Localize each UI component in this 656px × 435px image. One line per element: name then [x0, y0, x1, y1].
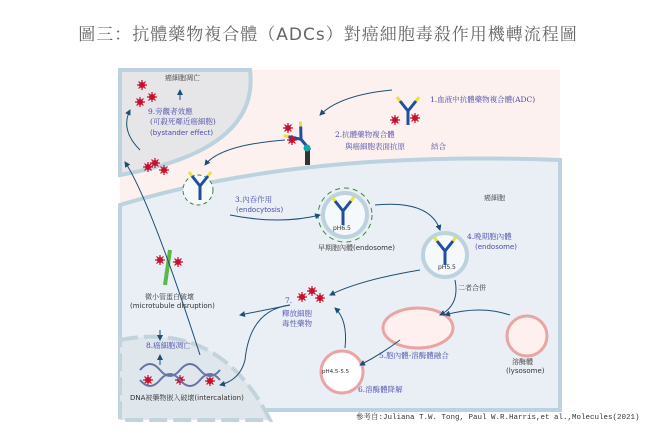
step5-label: 5.胞內體-溶酶體融合 [379, 351, 449, 360]
step7-label-b: 釋放細胞 [282, 309, 312, 318]
step3-label: 3.內吞作用 [235, 195, 273, 204]
figure-title: 圖三：抗體藥物複合體（ADCs）對癌細胞毒殺作用機轉流程圖 [78, 25, 578, 45]
dna-label: DNA被藥物嵌入破壞(intercalation) [130, 394, 244, 402]
step2-label-b: 與癌細胞表面抗原 [345, 142, 405, 151]
ph45-label: pH4.5-5.5 [322, 369, 350, 375]
ph55-label: pH5.5 [438, 264, 456, 271]
step7-label: 7. [285, 296, 293, 305]
step9-label: 9.旁觀者效應 [148, 107, 193, 116]
step8-label: 8.癌細胞凋亡 [146, 341, 191, 350]
step9-label-b: (可殺死鄰近癌細胞) [150, 117, 216, 126]
step9-label-en: (bystander effect) [150, 129, 214, 137]
microtubule-label-en: (microtubule disruption) [130, 302, 215, 310]
merge-label: 二者合併 [458, 284, 486, 292]
step4-label: 4.晚期胞內體 [467, 232, 512, 241]
reference-citation: 參考自:Juliana T.W. Tong, Paul W.R.Harris,et al.,Molecules(2021) [356, 414, 640, 422]
step6-label: 6.溶酶體降解 [358, 385, 403, 394]
step3-label-en: (endocytosis) [236, 206, 284, 214]
step7-label-c: 毒性藥物 [282, 319, 312, 328]
microtubule-label: 微小管蛋白破壞 [145, 293, 194, 301]
step2-label: 2.抗體藥物複合體 [335, 130, 395, 139]
lysosome-label: 溶酶體 [512, 358, 533, 366]
dead-cell-label: 癌細胞凋亡 [165, 74, 200, 82]
step2-label-c: 結合 [431, 142, 446, 151]
step4-label-en: (endosome) [475, 243, 517, 251]
cancer-cell-label: 癌細胞 [484, 194, 505, 202]
lysosome-label-en: (lysosome) [506, 367, 545, 375]
ph65-label: pH6.5 [333, 225, 351, 232]
endocytic-vesicle [183, 175, 213, 205]
early-endosome-label: 早期胞內體(endosome) [318, 244, 395, 252]
lysosome [507, 316, 547, 356]
step1-label: 1.血液中抗體藥物複合體(ADC) [430, 95, 536, 104]
